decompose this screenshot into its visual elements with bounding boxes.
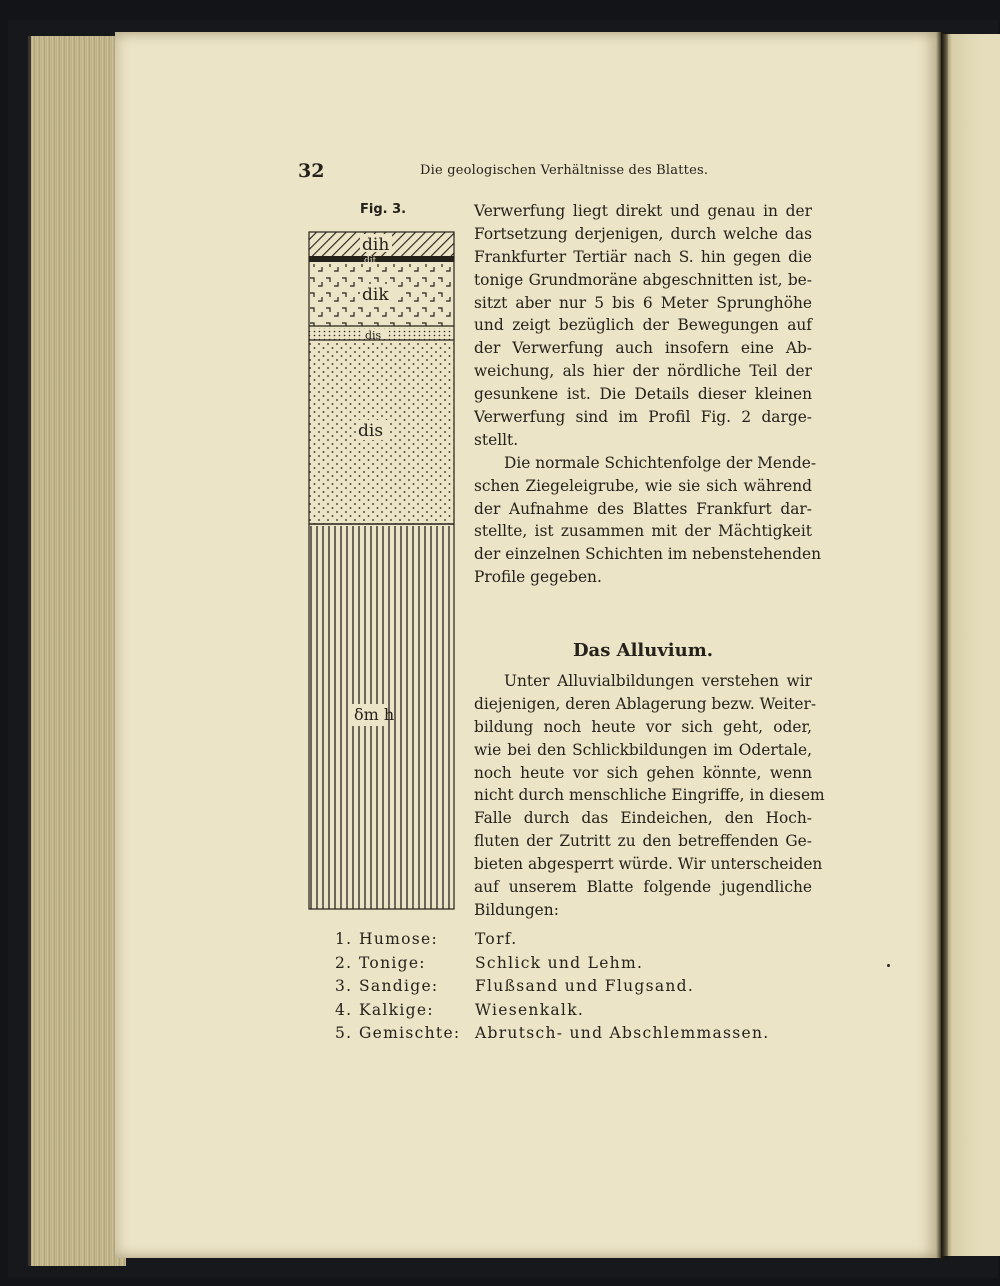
list-item-value: Schlick und Lehm. <box>475 953 644 972</box>
list-item-number: 2. <box>335 953 353 972</box>
text-line: nicht durch menschliche Eingriffe, in diesem <box>474 786 825 805</box>
text-line: stellt. <box>474 430 519 449</box>
text-line: Profile gegeben. <box>474 568 602 587</box>
text-line: stellte, ist zusammen mit der Mächtigkeit <box>474 522 812 541</box>
book-page-edges <box>28 36 126 1266</box>
layer-label-dit: dit <box>364 256 377 266</box>
layer-label-dis-thin: dis <box>365 329 382 342</box>
text-line: gesunkene ist. Die Details dieser kleinen <box>474 385 812 404</box>
layer-dis-thin <box>309 328 454 340</box>
text-line: Verwerfung sind im Profil Fig. 2 darge- <box>474 408 812 427</box>
list-item-value: Wiesenkalk. <box>475 1000 585 1019</box>
page-number: 32 <box>298 160 325 182</box>
text-line: fluten der Zutritt zu den betreffenden Ge- <box>474 832 812 851</box>
list-item-number: 4. <box>335 1000 353 1019</box>
layer-label-dik: dik <box>362 285 389 305</box>
text-line: wie bei den Schlickbildungen im Odertale, <box>474 740 812 759</box>
list-item-kind: Tonige: <box>359 953 426 972</box>
facing-page-edge <box>942 34 1000 1256</box>
text-line: Falle durch das Eindeichen, den Hoch- <box>474 809 812 828</box>
text-line: Fortsetzung derjenigen, durch welche das <box>474 224 812 243</box>
text-line: tonige Grundmoräne abgeschnitten ist, be- <box>474 270 812 289</box>
text-line: weichung, als hier der nördliche Teil der <box>474 362 812 381</box>
text-line: noch heute vor sich gehen könnte, wenn <box>474 763 812 782</box>
text-line: auf unserem Blatte folgende jugendliche <box>474 878 812 897</box>
text-line: Bildungen: <box>474 900 559 919</box>
figure-label: Fig. 3. <box>360 202 407 217</box>
list-item-number: 5. <box>335 1024 353 1042</box>
text-line: und zeigt bezüglich der Bewegungen auf <box>474 316 812 335</box>
list-item-kind: Gemischte: <box>359 1024 461 1042</box>
list-item-kind: Humose: <box>359 930 438 948</box>
body-text-column <box>474 200 822 589</box>
text-line: Die normale Schichtenfolge der Mende- <box>504 453 817 472</box>
text-line: Unter Alluvialbildungen verstehen wir <box>504 672 812 690</box>
gutter-shadow <box>936 32 948 1260</box>
layer-label-dm: δm h <box>354 705 395 724</box>
list-item-number: 3. <box>335 977 353 995</box>
running-title: Die geologischen Verhältnisse des Blattes. <box>420 163 709 178</box>
text-line: Frankfurter Tertiär nach S. hin gegen die <box>474 247 812 266</box>
list-item-kind: Sandige: <box>359 977 439 995</box>
text-line: diejenigen, deren Ablagerung bezw. Weiter- <box>474 694 817 713</box>
text-line: der Aufnahme des Blattes Frankfurt dar- <box>474 499 812 518</box>
page-speck <box>887 964 890 967</box>
layer-label-dih: dih <box>362 235 390 255</box>
text-line: sitzt aber nur 5 bis 6 Meter Sprunghöhe <box>474 293 812 312</box>
text-line: bildung noch heute vor sich geht, oder, <box>474 717 812 736</box>
list-item-value: Abrutsch- und Abschlemmassen. <box>475 1024 770 1042</box>
section-text-column <box>474 670 825 922</box>
list-item-number: 1. <box>335 930 353 948</box>
geological-profile-figure <box>308 230 456 912</box>
text-line: der Verwerfung auch insofern eine Ab- <box>474 339 812 358</box>
list-item-value: Torf. <box>475 930 518 948</box>
text-line: bieten abgesperrt würde. Wir unterscheiden <box>474 855 823 874</box>
text-line: der einzelnen Schichten im nebenstehenden <box>474 545 822 564</box>
list-item-kind: Kalkige: <box>359 1000 434 1019</box>
layer-label-dis-thick: dis <box>358 421 384 441</box>
layer-dit <box>309 256 454 262</box>
text-line: Verwerfung liegt direkt und genau in der <box>474 202 812 220</box>
section-heading: Das Alluvium. <box>572 640 714 661</box>
list-item-value: Flußsand und Flugsand. <box>475 977 695 995</box>
text-line: schen Ziegeleigrube, wie sie sich während <box>474 476 812 495</box>
